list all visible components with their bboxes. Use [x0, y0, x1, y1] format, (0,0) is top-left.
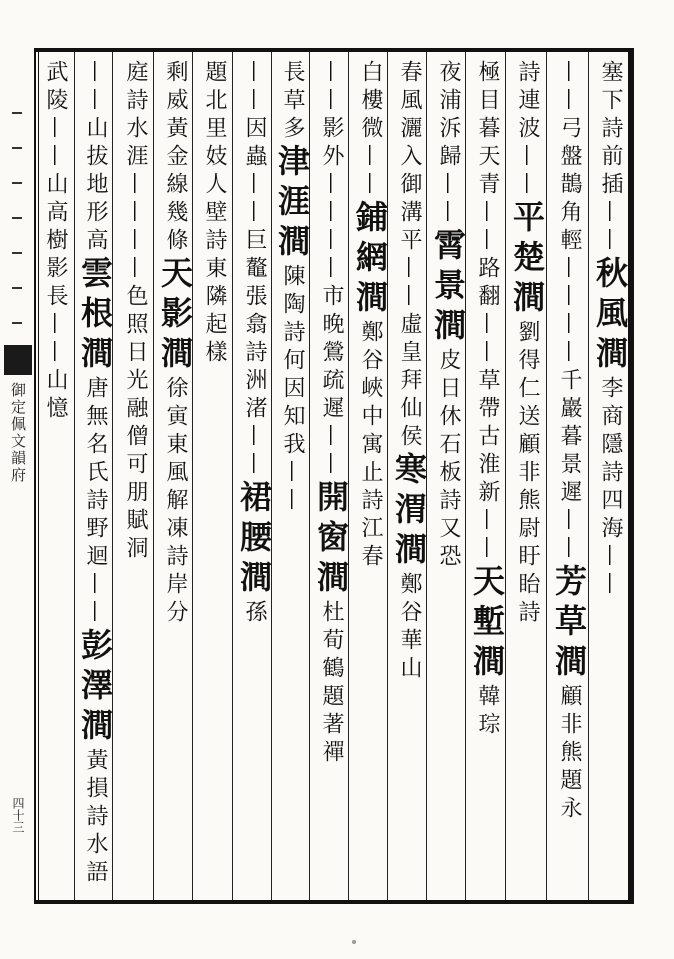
entry-heading: 鋪網澗: [351, 200, 389, 320]
column-text: ——千巖暮景遲——: [557, 312, 582, 564]
frame-top-border: [34, 48, 634, 52]
column-text: ——山高樹影長: [43, 116, 68, 312]
column-rule: [74, 52, 75, 900]
column-text: 顧非熊題永: [557, 684, 582, 824]
column-text: 春風灑入御溝平: [397, 60, 422, 256]
column-text: ——弓盤鵲角輕——: [557, 60, 582, 312]
text-column: [312, 60, 350, 892]
frame-bottom-border: [34, 900, 634, 904]
text-column: [156, 60, 194, 892]
text-column: [273, 60, 311, 892]
column-text: ——山拔地形高: [83, 60, 108, 256]
column-text: 題北里妓人壁詩東隣起樣: [202, 60, 227, 368]
entry-heading: 天影澗: [156, 256, 194, 376]
column-text: 巨鼇張翕詩洲渚——: [242, 228, 267, 480]
text-column: [468, 60, 506, 892]
column-rule: [588, 52, 589, 900]
column-text: 劉得仁送顧非熊尉盱眙詩: [515, 320, 540, 628]
text-column: [591, 60, 629, 892]
entry-heading: 天塹澗: [468, 564, 506, 684]
column-text: 塞下詩前插——: [598, 60, 623, 256]
column-text: 杜荀鶴題著禪: [319, 600, 344, 768]
column-text: ——影外——: [319, 60, 344, 228]
text-column: [429, 60, 467, 892]
entry-heading: 開窗澗: [312, 480, 350, 600]
column-rule: [546, 52, 547, 900]
entry-heading: 彭澤澗: [76, 628, 114, 748]
text-column: [195, 60, 233, 892]
column-text: 皮日休石板詩又恐: [436, 348, 461, 572]
column-text: 韓琮: [475, 684, 500, 740]
text-column: [550, 60, 588, 892]
column-text: ——市晚鶯疏遲——: [319, 228, 344, 480]
column-text: 徐寅東風解凍詩岸分: [163, 376, 188, 628]
column-text: ——色照日光融僧可朋賦洞: [123, 228, 148, 564]
text-column: [235, 60, 273, 892]
column-text: ——虛皇拜仙侯: [397, 256, 422, 452]
column-text: 黃損詩水語: [83, 748, 108, 888]
column-text: 陳陶詩何因知我——: [280, 264, 305, 516]
page-margin: [0, 52, 34, 900]
entry-heading: 秋風澗: [591, 256, 629, 376]
text-column: [116, 60, 154, 892]
column-text: 極目暮天青——: [475, 60, 500, 256]
column-text: 路翻——草帶古淮新——: [475, 256, 500, 564]
column-text: 長草多: [280, 60, 305, 144]
text-column: [508, 60, 546, 892]
entry-heading: 寒渭澗: [390, 452, 428, 572]
entry-heading: 雲根澗: [76, 256, 114, 376]
column-text: 詩連波——: [515, 60, 540, 200]
column-text: 白樓微——: [358, 60, 383, 200]
text-column: [390, 60, 428, 892]
margin-page-number: 四十三: [11, 797, 25, 833]
entry-heading: 裙腰澗: [235, 480, 273, 600]
column-text: ——山憶: [43, 312, 68, 424]
margin-dashes: [12, 112, 22, 357]
column-text: 武陵: [43, 60, 68, 116]
text-column: [38, 60, 74, 892]
entry-heading: 霄景澗: [429, 228, 467, 348]
fish-tail-mark: [4, 345, 32, 375]
column-text: 鄭谷峽中寓止詩江春: [358, 320, 383, 572]
column-text: 庭詩水涯——: [123, 60, 148, 228]
column-text: 孫: [242, 600, 267, 628]
text-column: [76, 60, 114, 892]
entry-heading: 津涯澗: [273, 144, 311, 264]
column-text: 剩威黃金線幾條: [163, 60, 188, 256]
entry-heading: 芳草澗: [550, 564, 588, 684]
entry-heading: 平楚澗: [508, 200, 546, 320]
margin-book-title: 御定佩文韻府: [9, 382, 27, 484]
text-column: [351, 60, 389, 892]
column-text: ——因蟲——: [242, 60, 267, 228]
column-text: 李商隱詩四海——: [598, 376, 623, 600]
paper-speck: [352, 940, 356, 944]
column-text: 唐無名氏詩野迴——: [83, 376, 108, 628]
column-text: 鄭谷華山: [397, 572, 422, 684]
column-text: 夜浦泝歸——: [436, 60, 461, 228]
